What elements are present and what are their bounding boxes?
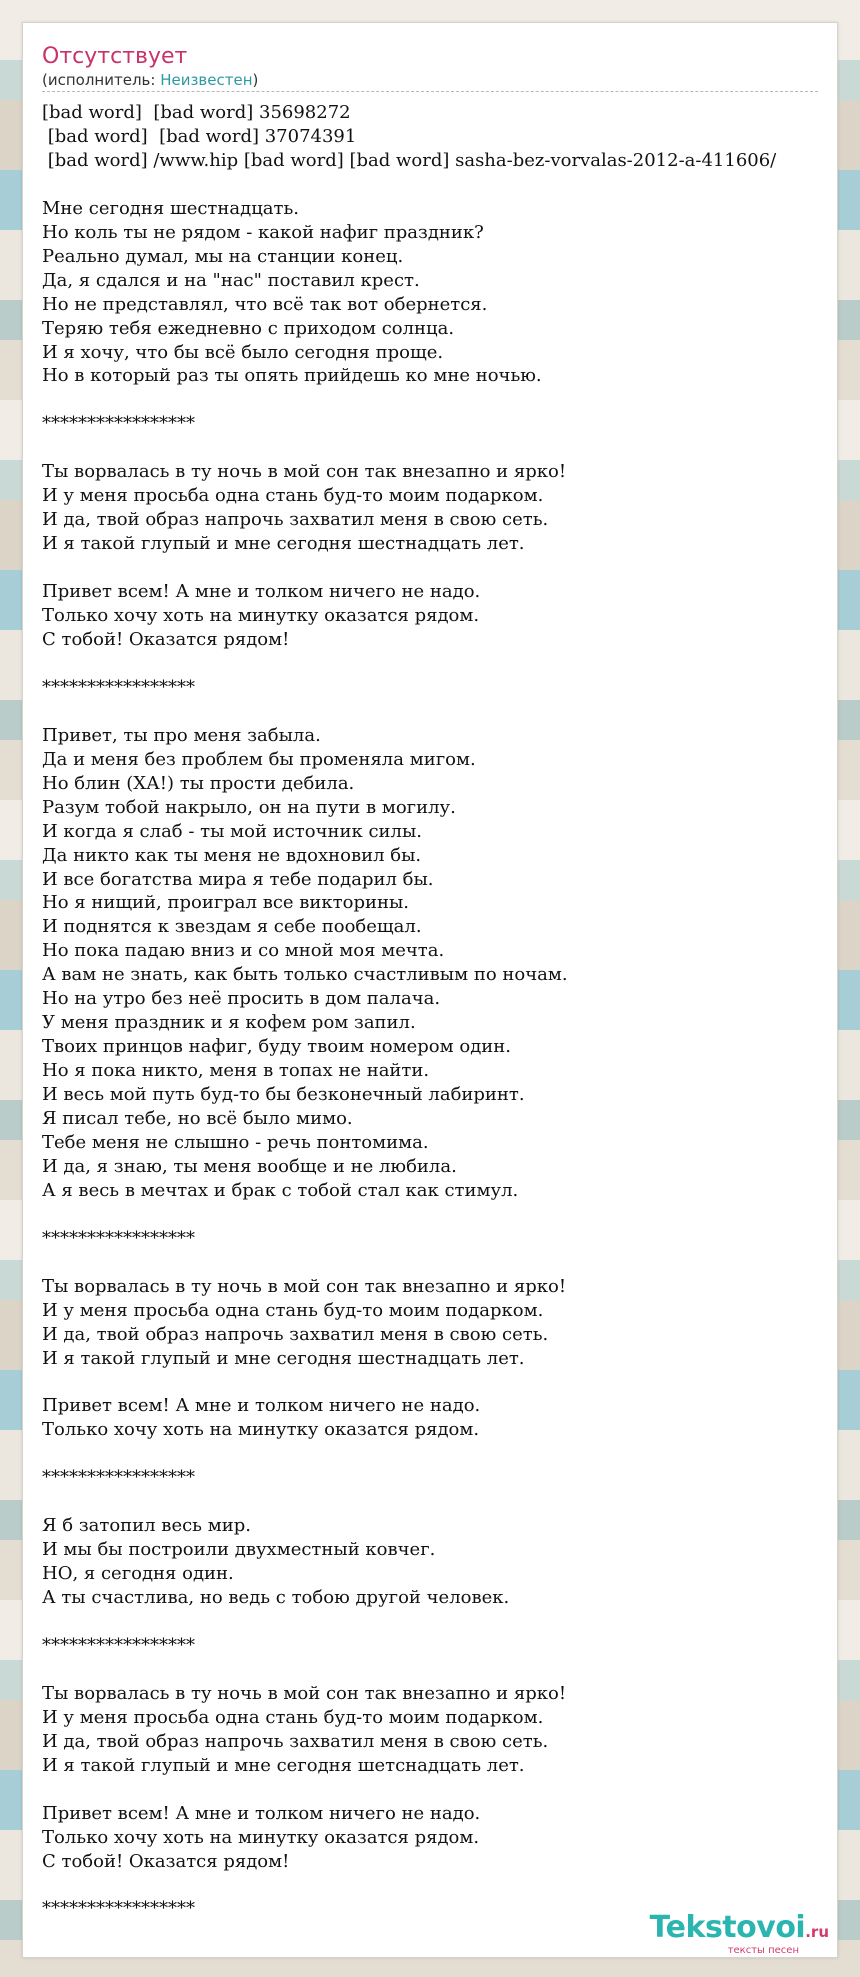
lyric-line: И у меня просьба одна стань буд-то моим подарком. (42, 485, 544, 507)
lyric-line: Ты ворвалась в ту ночь в мой сон так внезапно и ярко! (42, 1682, 567, 1704)
lyric-line: [bad word] /www.hip [bad word] [bad word] sasha-bez-vorvalas-2012-a-411606/ (42, 149, 777, 171)
lyric-line: И я такой глупый и мне сегодня шетснадцать лет. (42, 1754, 525, 1776)
lyric-line: Но коль ты не рядом - какой нафиг праздник? (42, 221, 484, 243)
lyric-line: Тебе меня не слышно - речь понтомима. (42, 1131, 429, 1153)
lyric-line: Теряю тебя ежедневно с приходом солнца. (42, 317, 455, 339)
lyric-line: Но на утро без неё просить в дом палача. (42, 988, 441, 1010)
lyric-line: Но в который раз ты опять прийдешь ко мне ночью. (42, 365, 542, 387)
lyric-line: У меня праздник и я кофем ром запил. (42, 1012, 416, 1034)
lyric-line: Мне сегодня шестнадцать. (42, 197, 299, 219)
lyric-line: Привет, ты про меня забыла. (42, 724, 321, 746)
lyric-line: Но я пока никто, меня в топах не найти. (42, 1060, 430, 1082)
site-logo[interactable] (650, 1912, 829, 1957)
lyric-line: Только хочу хоть на минутку оказатся рядом. (42, 1419, 480, 1441)
lyric-line: А ты счастлива, но ведь с тобою другой человек. (42, 1587, 510, 1609)
song-title: Отсутствует (42, 44, 188, 69)
lyric-line: Но я нищий, проиграл все викторины. (42, 892, 410, 914)
lyric-line: Ты ворвалась в ту ночь в мой сон так внезапно и ярко! (42, 1275, 567, 1297)
lyric-line: Да никто как ты меня не вдохновил бы. (42, 844, 422, 866)
lyrics-page (22, 22, 838, 1958)
lyric-line: И у меня просьба одна стань буд-то моим подарком. (42, 1706, 544, 1728)
lyric-line: И я такой глупый и мне сегодня шестнадцать лет. (42, 1347, 525, 1369)
lyrics-text (42, 101, 776, 1921)
performer-prefix: (исполнитель: (42, 71, 161, 89)
lyric-line: [bad word] [bad word] 37074391 (42, 125, 357, 147)
lyric-line: И да, твой образ напрочь захватил меня в свою сеть. (42, 1730, 549, 1752)
lyric-line: [bad word] [bad word] 35698272 (42, 102, 351, 123)
lyric-line: И когда я слаб - ты мой источник силы. (42, 820, 423, 842)
performer-link[interactable]: Неизвестен (160, 71, 253, 89)
lyric-line: И да, я знаю, ты меня вообще и не любила. (42, 1155, 457, 1177)
lyric-line: Да и меня без проблем бы променяла мигом. (42, 748, 476, 770)
lyric-line: Только хочу хоть на минутку оказатся рядом. (42, 1826, 480, 1848)
lyric-line: НО, я сегодня один. (42, 1563, 234, 1585)
lyric-line: Ты ворвалась в ту ночь в мой сон так внезапно и ярко! (42, 461, 567, 483)
lyric-line: Только хочу хоть на минутку оказатся рядом. (42, 605, 480, 627)
lyric-line: А я весь в мечтах и брак с тобой стал как стимул. (42, 1179, 519, 1201)
lyric-line: И да, твой образ напрочь захватил меня в свою сеть. (42, 509, 549, 531)
lyric-line: Разум тобой накрыло, он на пути в могилу. (42, 796, 456, 818)
lyric-line: И да, твой образ напрочь захватил меня в свою сеть. (42, 1323, 549, 1345)
lyric-line: Я б затопил весь мир. (42, 1515, 251, 1537)
lyric-line: Я писал тебе, но всё было мимо. (42, 1108, 353, 1130)
lyric-line: Но блин (ХА!) ты прости дебила. (42, 772, 355, 794)
lyric-line: Да, я сдался и на "нас" поставил крест. (42, 269, 420, 291)
lyric-line: И я такой глупый и мне сегодня шестнадцать лет. (42, 533, 525, 555)
lyric-line: И поднятся к звездам я себе пообещал. (42, 916, 422, 938)
lyric-line: С тобой! Оказатся рядом! (42, 1850, 290, 1872)
lyric-line: И все богатства мира я тебе подарил бы. (42, 868, 434, 890)
lyric-line: ***************** (42, 1635, 195, 1656)
performer-suffix: ) (252, 71, 259, 89)
lyric-line: Привет всем! А мне и толком ничего не надо. (42, 1395, 481, 1417)
song-header (42, 43, 818, 92)
lyric-line: Привет всем! А мне и толком ничего не надо. (42, 581, 481, 603)
lyric-line: ***************** (42, 676, 195, 698)
lyric-line: И мы бы построили двухместный ковчег. (42, 1539, 436, 1561)
performer-line (42, 71, 818, 90)
lyric-line: А вам не знать, как быть только счастливым по ночам. (42, 964, 568, 986)
lyric-line: И я хочу, что бы всё было сегодня проще. (42, 341, 444, 363)
lyric-line: ***************** (42, 1227, 195, 1249)
lyric-line: Но пока падаю вниз и со мной моя мечта. (42, 940, 445, 962)
lyric-line: И весь мой путь буд-то бы безконечный лабиринт. (42, 1084, 525, 1106)
lyric-line: ***************** (42, 1898, 195, 1920)
lyric-line: С тобой! Оказатся рядом! (42, 628, 290, 650)
logo-tld: .ru (805, 1923, 829, 1941)
lyric-line: Привет всем! А мне и толком ничего не надо. (42, 1802, 481, 1824)
logo-wordmark (650, 1912, 829, 1948)
lyric-line: И у меня просьба одна стань буд-то моим подарком. (42, 1299, 544, 1321)
logo-main-text: Tekstovoi (649, 1910, 806, 1945)
lyric-line: Твоих принцов нафиг, буду твоим номером один. (42, 1036, 511, 1058)
lyric-line: Реально думал, мы на станции конец. (42, 245, 404, 267)
lyric-line: ***************** (42, 1467, 195, 1489)
lyric-line: ***************** (42, 413, 195, 435)
lyric-line: Но не представлял, что всё так вот обернется. (42, 293, 488, 315)
logo-subtitle: тексты песен (727, 1945, 799, 1956)
